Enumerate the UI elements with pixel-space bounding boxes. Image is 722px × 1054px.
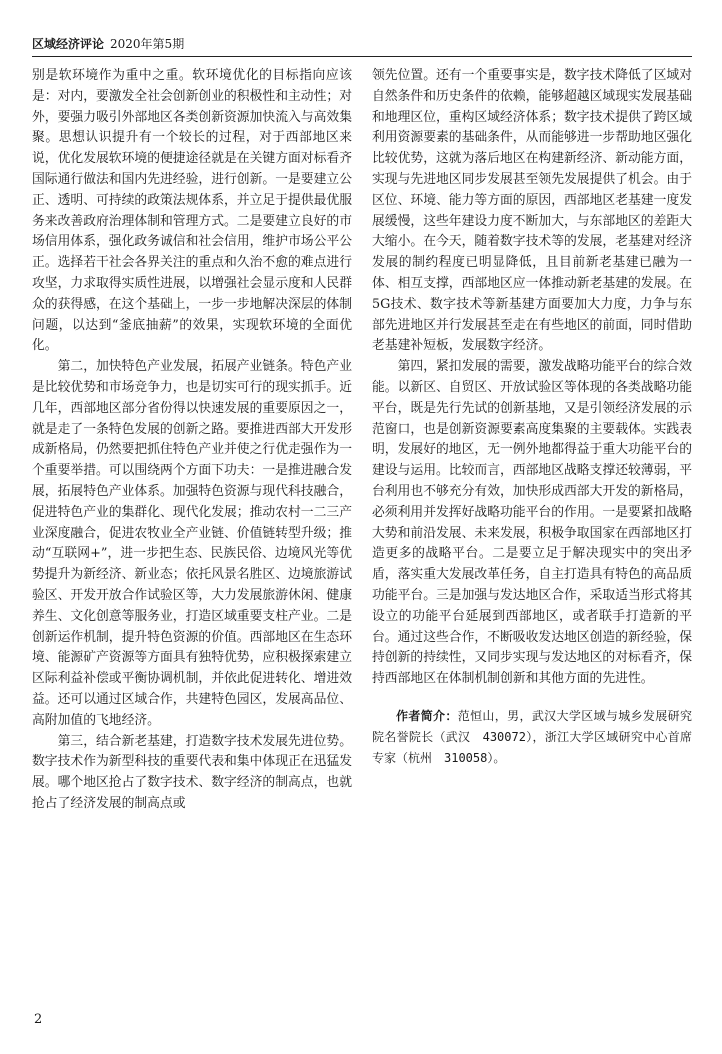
right-column [372, 66, 692, 769]
author-note-label: 作者简介： [396, 708, 458, 723]
page-number: 2 [34, 1012, 43, 1027]
author-note [372, 706, 692, 769]
paragraph-third-point: 第三，结合新老基建，打造数字技术发展先进位势。数字技术作为新型科技的重要代表和集中体现正在迅猛发展。哪个地区抢占了数字技术、数字经济的制高点，也就抢占了经济发展的制高点或 [32, 733, 352, 811]
running-header [32, 34, 692, 57]
author-note-text: 范恒山，男，武汉大学区域与城乡发展研究院名誉院长（武汉 430072），浙江大学区域研究中心首席专家（杭州 310058）。 [372, 708, 692, 765]
left-column [32, 66, 352, 815]
paragraph-third-point-continued: 领先位置。还有一个重要事实是，数字技术降低了区域对自然条件和历史条件的依赖，能够超越区域现实发展基础和地理区位，重构区域经济体系；数字技术提供了跨区域利用资源要素的基础条件，从而能够进一步帮助地区强化比较优势，这就为落后地区在构建新经济、新动能方面，实现与先进地区同步发展甚至领先发展提供了机会。由于区位、环境、能力等方面的原因，西部地区老基建一度发展缓慢，这些年建设力度不断加大，与东部地区的差距大大缩小。在今天，随着数字技术等的发展，老基建对经济发展的制约程度已明显降低，且目前新老基建已融为一体、相互支撑，西部地区应一体推动新老基建的发展。在5G技术、数字技术等新基建方面要加大力度，力争与东部先进地区并行发展甚至走在有些地区的前面，同时借助老基建补短板，发展数字经济。 [372, 68, 692, 354]
paragraph-continued: 别是软环境作为重中之重。软环境优化的目标指向应该是：对内，要激发全社会创新创业的积极性和主动性；对外，要强力吸引外部地区各类创新资源加快流入与高效集聚。思想认识提升有一个较长的过程，对于西部地区来说，优化发展软环境的便捷途径就是在关键方面对标看齐国际通行做法和国内先进经验，进行创新。一是要建立公正、透明、可持续的政策法规体系，并立足于提供最优服务来改善政府治理体制和管理方式。二是要建立良好的市场信用体系，强化政务诚信和社会信用，维护市场公平公正。选择若干社会各界关注的重点和久治不愈的难点进行攻坚，力求取得实质性进展，以增强社会显示度和人民群众的获得感，在这个基础上，一步一步地解决深层的体制问题，以达到“釜底抽薪”的效果，实现软环境的全面优化。 [32, 68, 352, 354]
issue-label: 2020年第5期 [110, 37, 185, 51]
journal-title: 区域经济评论 [32, 37, 105, 51]
paragraph-second-point: 第二，加快特色产业发展，拓展产业链条。特色产业是比较优势和市场竞争力，也是切实可行的现实抓手。近几年，西部地区部分省份得以快速发展的重要原因之一，就是走了一条特色发展的创新之路。要推进西部大开发形成新格局，仍然要把抓住特色产业并使之行优走强作为一个重要举措。可以围绕两个方面下功夫：一是推进融合发展，拓展特色产业体系。加强特色资源与现代科技融合，促进特色产业的集群化、现代化发展；推动农村一二三产业深度融合，促进农牧业全产业链、价值链转型升级；推动“互联网+”，进一步把生态、民族民俗、边境风光等优势提升为新经济、新业态；依托风景名胜区、边境旅游试验区、开发开放合作试验区等，大力发展旅游休闲、健康养生、文化创意等服务业，打造区域重要支柱产业。二是创新运作机制，提升特色资源的价值。西部地区在生态环境、能源矿产资源等方面具有独特优势，应积极探索建立区际利益补偿或平衡协调机制，并依此促进转化、增进效益。还可以通过区域合作，共建特色园区，发展高品位、高附加值的飞地经济。 [32, 359, 352, 728]
paragraph-fourth-point: 第四，紧扣发展的需要，激发战略功能平台的综合效能。以新区、自贸区、开放试验区等体现的各类战略功能平台，既是先行先试的创新基地，又是引领经济发展的示范窗口，也是创新资源要素高度集聚的主要载体。实践表明，发展好的地区，无一例外地都得益于重大功能平台的建设与运用。比较而言，西部地区战略支撑还较薄弱，平台利用也不够充分有效，加快形成西部大开发的新格局，必须利用并发挥好战略功能平台的作用。一是要紧扣战略大势和前沿发展、未来发展，积极争取国家在西部地区打造更多的战略平台。二是要立足于解决现实中的突出矛盾，落实重大发展改革任务，自主打造具有特色的高品质功能平台。三是加强与发达地区合作，采取适当形式将其设立的功能平台延展到西部地区，或者联手打造新的平台。通过这些合作，不断吸收发达地区创造的新经验，保持创新的持续性，又同步实现与发达地区的对标看齐，保持西部地区在体制机制创新和其他方面的先进性。 [372, 359, 692, 687]
